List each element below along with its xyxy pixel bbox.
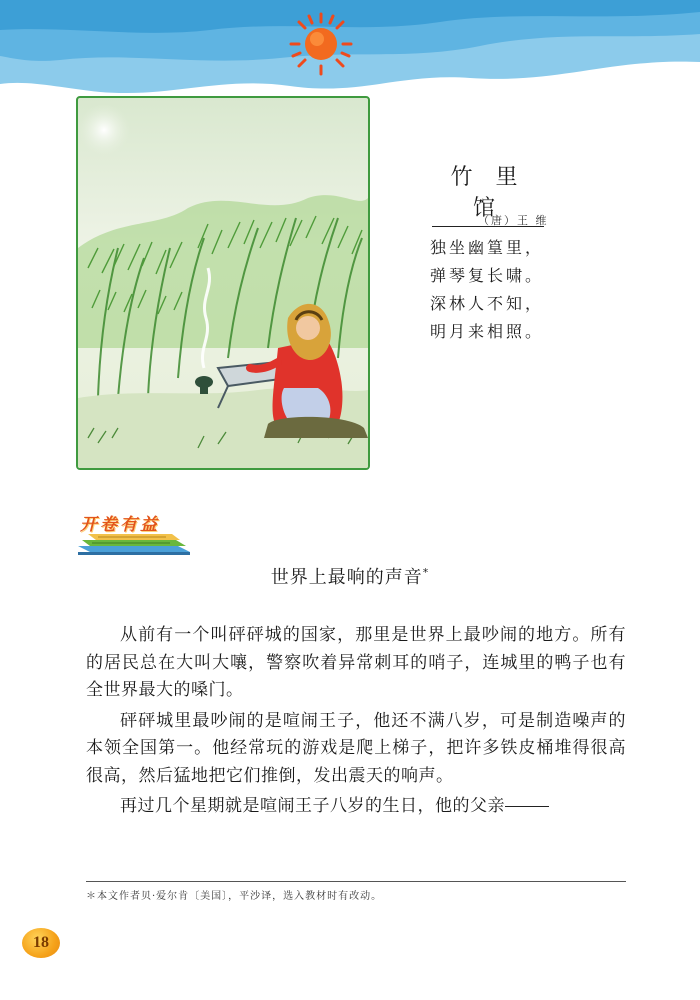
story-paragraph: 从前有一个叫砰砰城的国家，那里是世界上最吵闹的地方。所有的居民总在大叫大嚷，警察吹着异常刺耳的哨子，连城里的鸭子也有全世界最大的嗓门。	[86, 625, 626, 700]
books-icon	[78, 532, 190, 556]
poem-line: 独坐幽篁里，	[430, 238, 545, 257]
page-number: 18	[33, 934, 49, 951]
section-badge	[76, 510, 196, 556]
footnote-marker: *	[422, 566, 430, 579]
poem-illustration	[76, 96, 370, 470]
footnote-divider	[86, 881, 626, 882]
story-body	[86, 622, 626, 821]
bamboo-scene-illustration	[78, 98, 368, 468]
poem-body	[430, 234, 544, 346]
story-paragraph	[86, 793, 626, 821]
footnote: ＊本文作者贝·爱尔肯〔美国〕，平沙译，选入教材时有改动。	[86, 891, 383, 902]
poem-line: 弹琴复长啸。	[430, 266, 545, 285]
dash-continuation	[505, 806, 549, 807]
story-title-text: 世界上最响的声音	[270, 567, 423, 588]
sun-icon	[289, 12, 353, 76]
poem-title: 竹 里 馆	[432, 160, 544, 227]
story-paragraph: 砰砰城里最吵闹的是喧闹王子，他还不满八岁，可是制造噪声的本领全国第一。他经常玩的游戏是爬上梯子，把许多铁皮桶堆得很高很高，然后猛地把它们推倒，发出震天的响声。	[86, 710, 626, 786]
story-paragraph-text: 再过几个星期就是喧闹王子八岁的生日，他的父亲	[120, 796, 505, 816]
poem-line: 明月来相照。	[430, 322, 545, 341]
page-number-badge	[22, 928, 60, 958]
section-label: 开卷有益	[80, 515, 160, 535]
poem-line: 深林人不知，	[430, 294, 545, 313]
poem-author: （唐）王 维	[478, 214, 549, 227]
story-title	[200, 563, 500, 589]
